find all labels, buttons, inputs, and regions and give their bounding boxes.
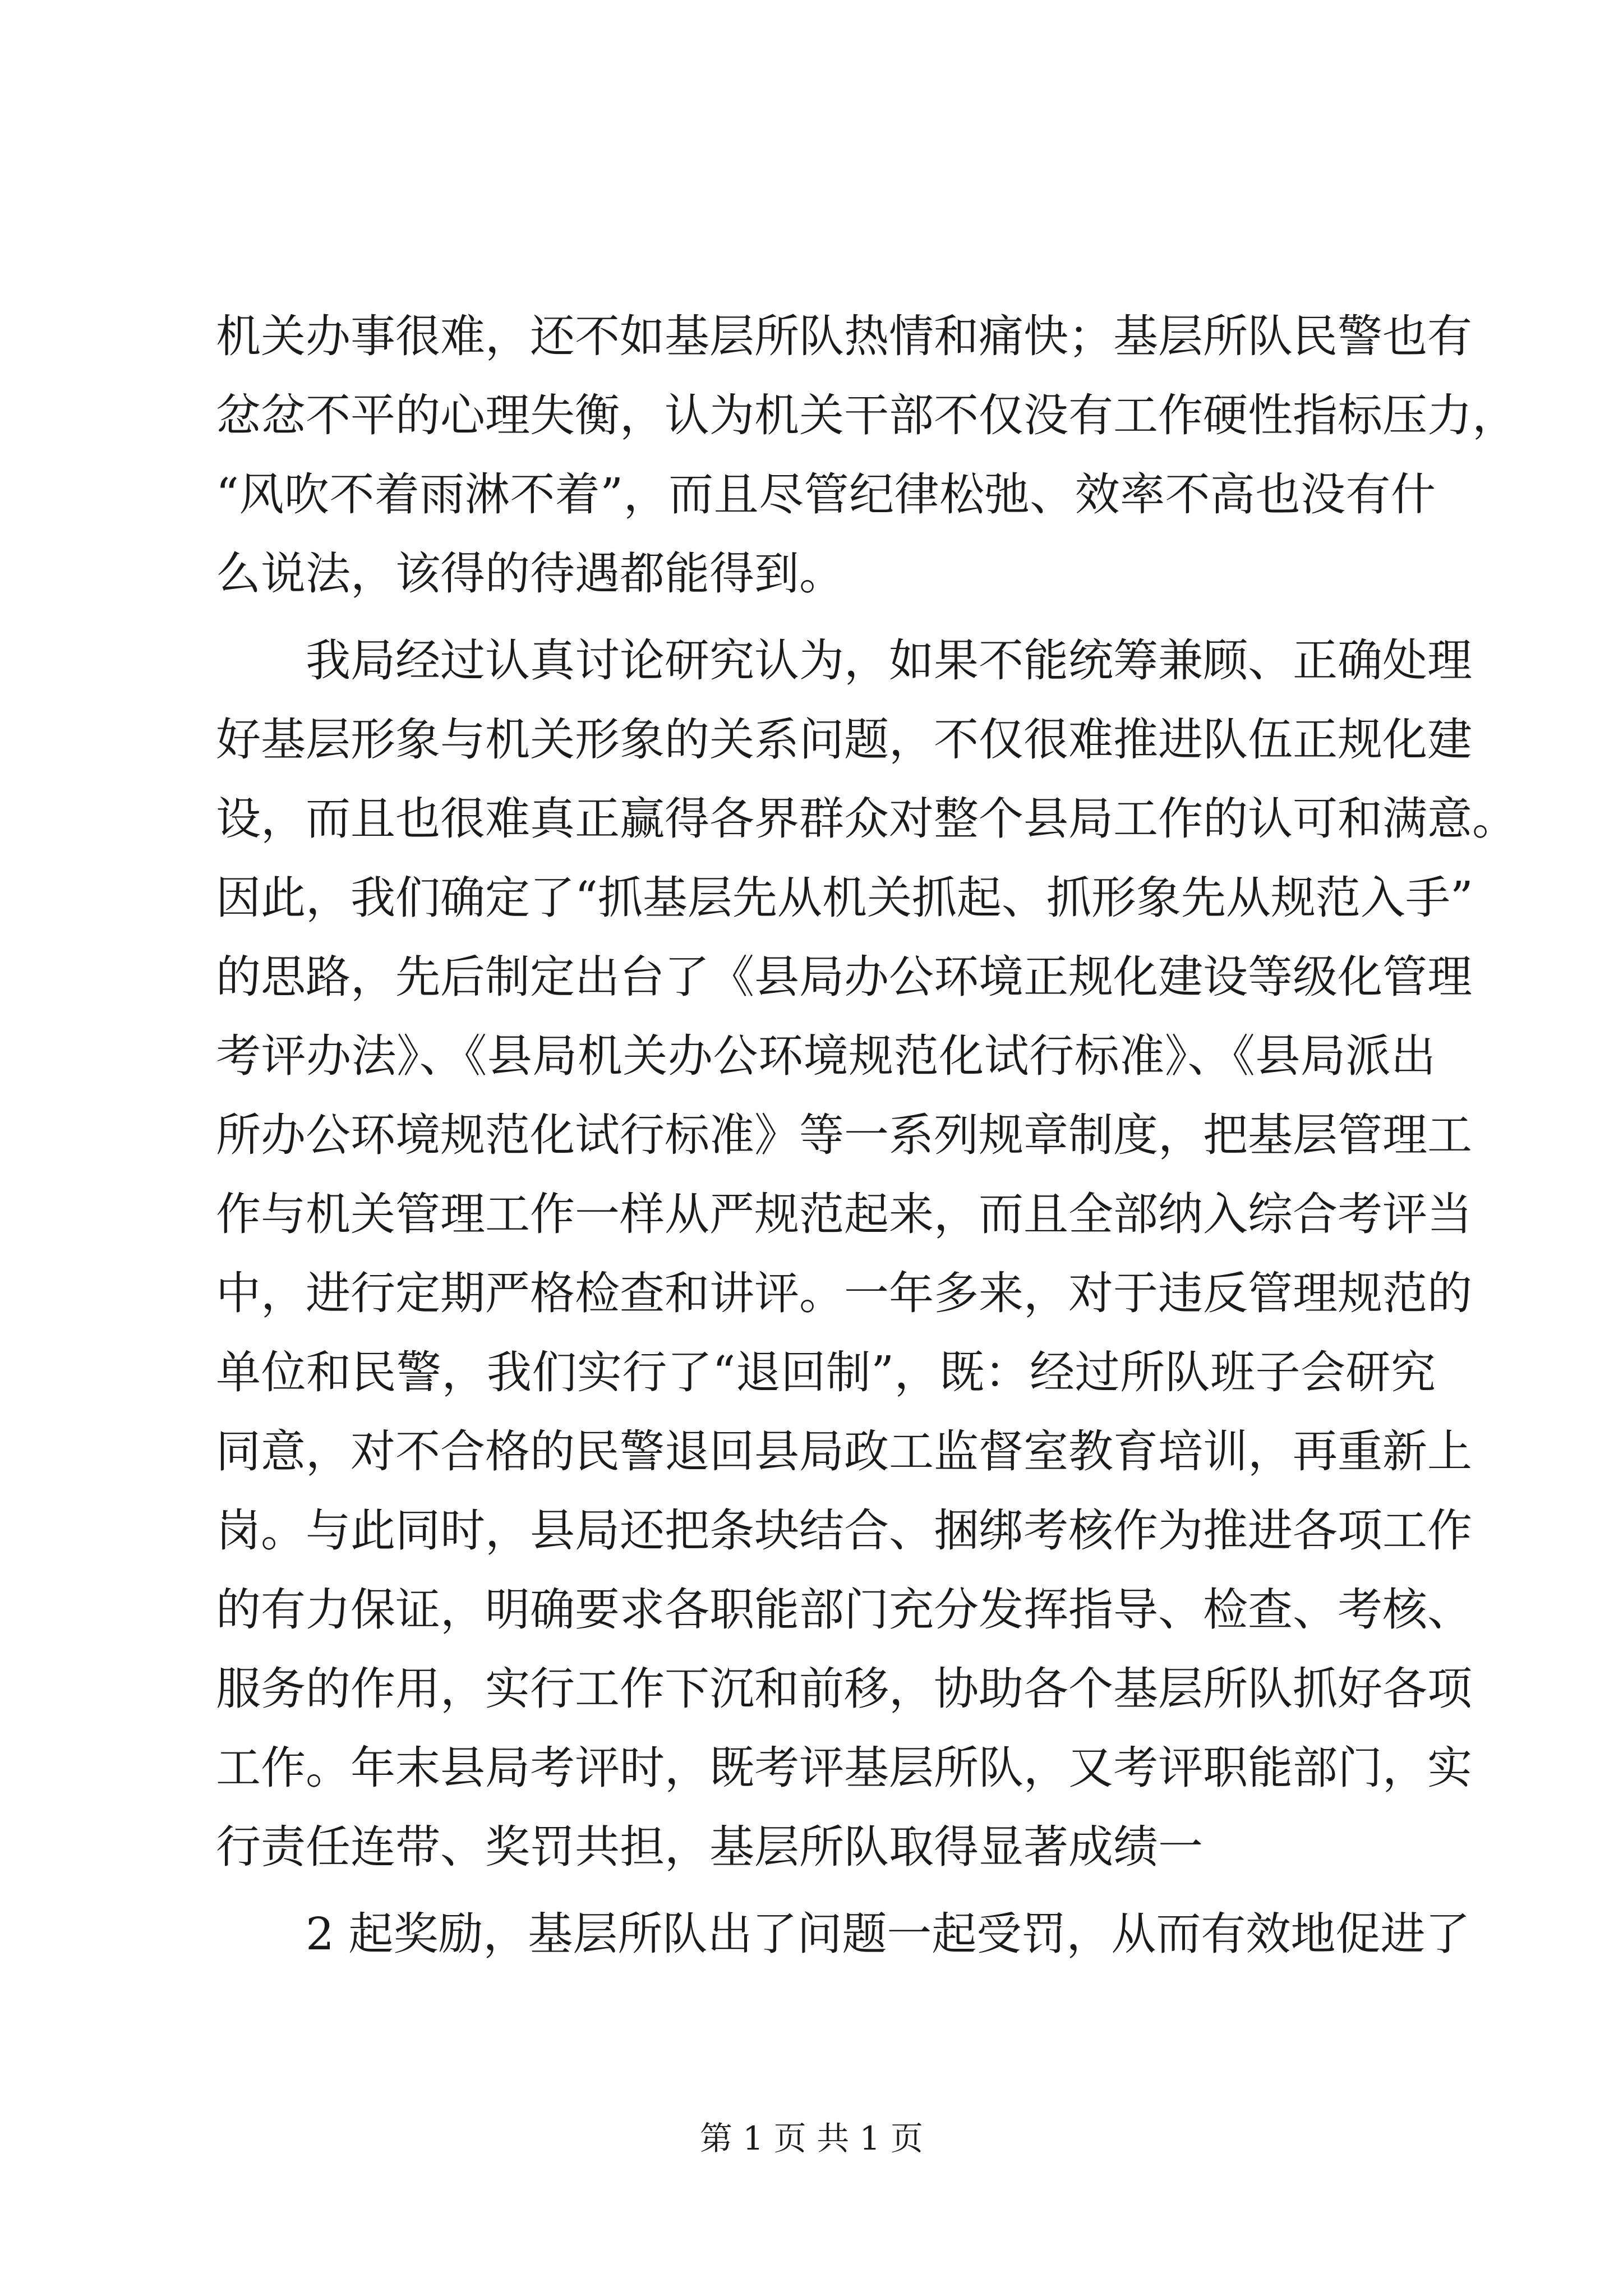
text-line: 机关办事很难，还不如基层所队热情和痛快；基层所队民警也有: [216, 310, 1472, 362]
text-line: 单位和民警，我们实行了“退回制”，既：经过所队班子会研究: [216, 1346, 1436, 1398]
text-line: 的思路，先后制定出台了《县局办公环境正规化建设等级化管理: [216, 951, 1472, 1003]
text-line: 所办公环境规范化试行标准》等一系列规章制度，把基层管理工: [216, 1109, 1472, 1161]
page-number-footer: 第 1 页 共 1 页: [700, 2119, 923, 2157]
text-line: 的有力保证，明确要求各职能部门充分发挥指导、检查、考核、: [216, 1584, 1472, 1636]
text-line: 么说法，该得的待遇都能得到。: [216, 547, 844, 600]
text-line: 我局经过认真讨论研究认为，如果不能统筹兼顾、正确处理: [306, 634, 1472, 687]
text-line: 同意，对不合格的民警退回县局政工监督室教育培训，再重新上: [216, 1425, 1472, 1478]
text-line: 忿忿不平的心理失衡，认为机关干部不仅没有工作硬性指标压力，: [216, 389, 1517, 441]
text-line: 2 起奖励，基层所队出了问题一起受罚，从而有效地促进了: [306, 1908, 1470, 1960]
text-line: 工作。年末县局考评时，既考评基层所队，又考评职能部门，实: [216, 1742, 1472, 1794]
text-line: 行责任连带、奖罚共担，基层所队取得显著成绩一: [216, 1821, 1203, 1873]
text-line: 考评办法》、《县局机关办公环境规范化试行标准》、《县局派出: [216, 1030, 1436, 1082]
text-line: “风吹不着雨淋不着”，而且尽管纪律松弛、效率不高也没有什: [216, 468, 1436, 521]
text-line: 因此，我们确定了“抓基层先从机关抓起、抓形象先从规范入手”: [216, 872, 1473, 924]
text-line: 好基层形象与机关形象的关系问题，不仅很难推进队伍正规化建: [216, 714, 1472, 766]
text-line: 岗。与此同时，县局还把条块结合、捆绑考核作为推进各项工作: [216, 1504, 1472, 1557]
text-line: 作与机关管理工作一样从严规范起来，而且全部纳入综合考评当: [216, 1188, 1472, 1240]
text-line: 中，进行定期严格检查和讲评。一年多来，对于违反管理规范的: [216, 1267, 1472, 1319]
text-line: 服务的作用，实行工作下沉和前移，协助各个基层所队抓好各项: [216, 1663, 1472, 1715]
text-line: 设，而且也很难真正赢得各界群众对整个县局工作的认可和满意。: [216, 793, 1517, 845]
